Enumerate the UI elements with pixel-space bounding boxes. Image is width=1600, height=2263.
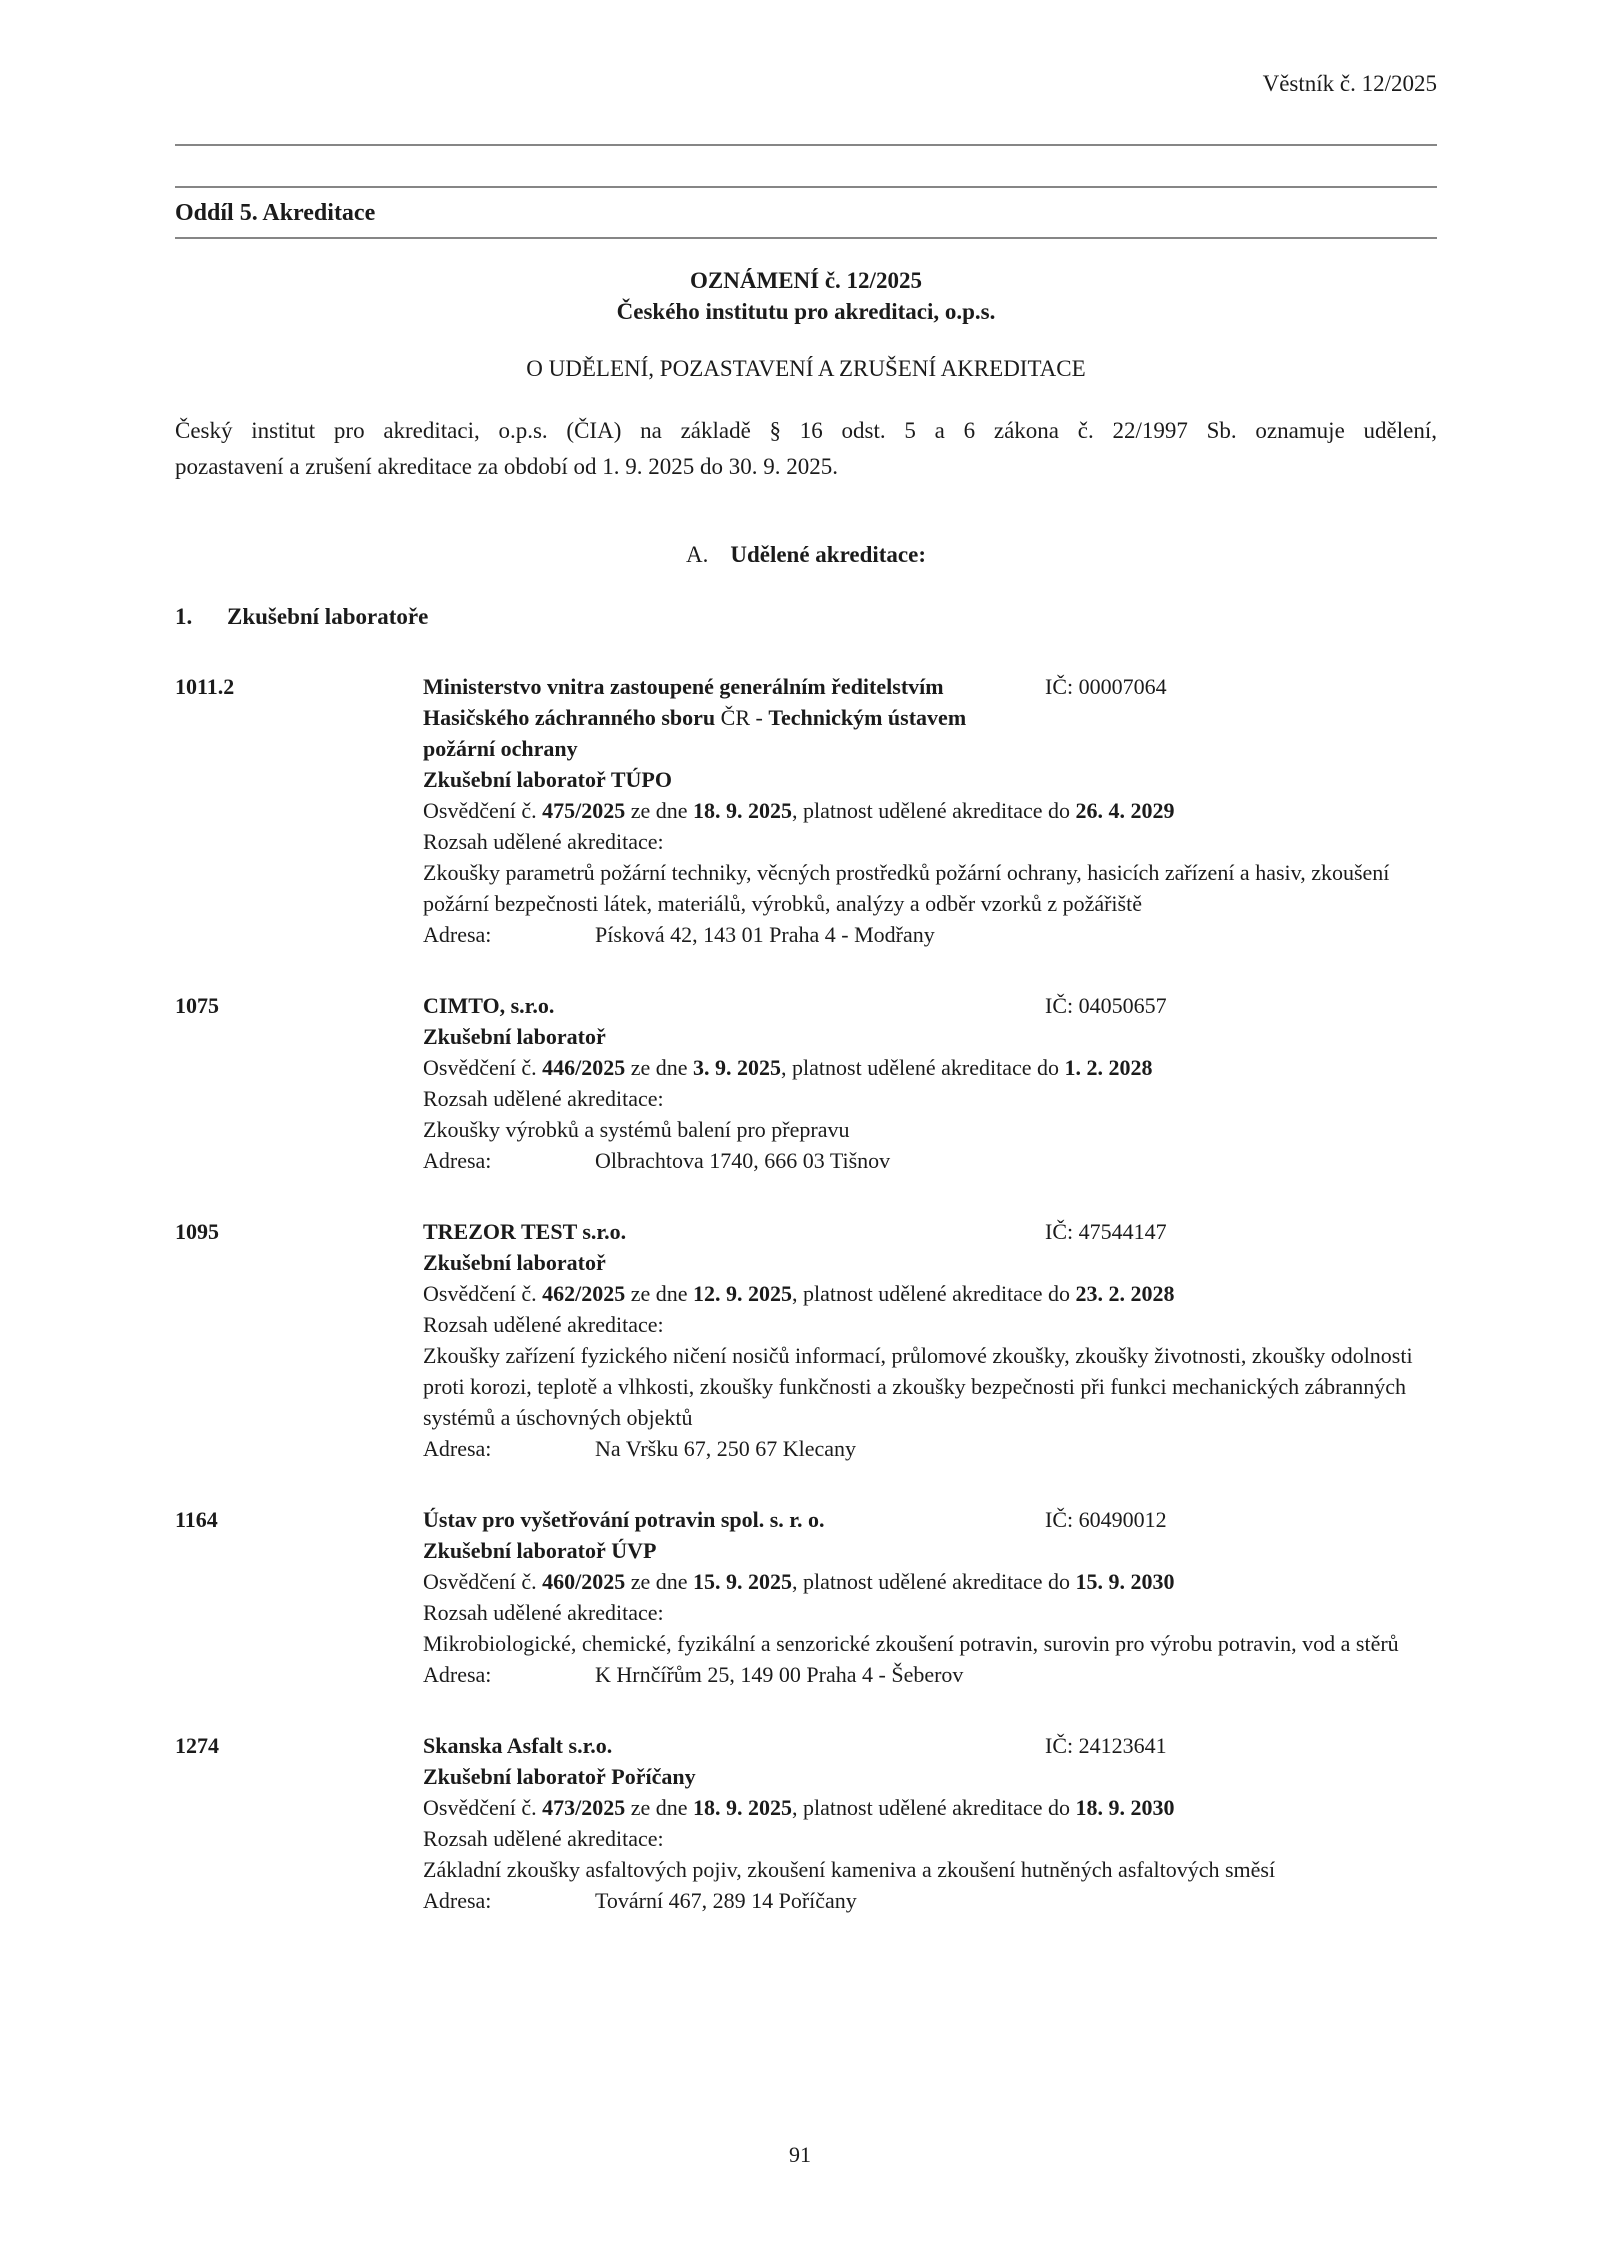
intro-line-2: pozastavení a zrušení akreditace za období od 1. 9. 2025 do 30. 9. 2025. xyxy=(175,454,838,479)
page-content xyxy=(175,0,1437,1916)
entry-address-value: Na Vršku 67, 250 67 Klecany xyxy=(595,1436,857,1461)
entry-lab-name: Zkušební laboratoř xyxy=(423,1250,606,1275)
section-title: Oddíl 5. Akreditace xyxy=(175,200,376,226)
entry-address-value: Písková 42, 143 01 Praha 4 - Modřany xyxy=(595,922,935,947)
entry-certificate-line: Osvědčení č. 446/2025 ze dne 3. 9. 2025, platnost udělené akreditace do 1. 2. 2028 xyxy=(423,1055,1153,1080)
entry-certificate-line: Osvědčení č. 475/2025 ze dne 18. 9. 2025, platnost udělené akreditace do 26. 4. 2029 xyxy=(423,798,1175,823)
entry-lab-name: Zkušební laboratoř ÚVP xyxy=(423,1538,657,1563)
notice-subtitle: O UDĚLENÍ, POZASTAVENÍ A ZRUŠENÍ AKREDITACE xyxy=(526,356,1086,381)
entry-scope-label: Rozsah udělené akreditace: xyxy=(423,1826,664,1851)
accreditation-entry xyxy=(175,990,1437,1176)
entry-ic: IČ: 04050657 xyxy=(1045,993,1167,1018)
subsection-heading xyxy=(175,603,1437,631)
entry-name-line: Ústav pro vyšetřování potravin spol. s. r. o. xyxy=(423,1507,825,1532)
entry-name-line: Skanska Asfalt s.r.o. xyxy=(423,1733,613,1758)
subsection-label: Zkušební laboratoře xyxy=(227,604,429,629)
notice-title-block xyxy=(175,265,1437,327)
entry-scope-text: Zkoušky zařízení fyzického ničení nosičů informací, průlomové zkoušky, zkoušky životnosti, zkoušky odolnosti proti korozi, teplotě a vlhkosti, zkoušky funkčnosti a zkoušky bezpečnosti při funkci mechanických zábranných systémů a úschovných objektů xyxy=(423,1343,1413,1430)
accreditation-entry xyxy=(175,671,1437,950)
entry-lab-name: Zkušební laboratoř Poříčany xyxy=(423,1764,696,1789)
entry-number: 1274 xyxy=(175,1733,219,1758)
entry-address-label: Adresa: xyxy=(423,1888,492,1913)
section-rule-top xyxy=(175,186,1437,188)
entry-address-row xyxy=(423,1145,1437,1176)
entry-scope-label: Rozsah udělené akreditace: xyxy=(423,1086,664,1111)
entry-ic: IČ: 00007064 xyxy=(1045,674,1167,699)
section-a-letter: A. xyxy=(685,542,709,567)
entry-ic: IČ: 60490012 xyxy=(1045,1507,1167,1532)
accreditation-entry xyxy=(175,1730,1437,1916)
entry-body xyxy=(423,1730,1437,1916)
entry-number: 1095 xyxy=(175,1219,219,1244)
entry-scope-label: Rozsah udělené akreditace: xyxy=(423,1312,664,1337)
subsection-number: 1. xyxy=(175,604,193,629)
entry-address-label: Adresa: xyxy=(423,922,492,947)
entry-address-row xyxy=(423,1433,1437,1464)
entry-scope-text: Mikrobiologické, chemické, fyzikální a senzorické zkoušení potravin, surovin pro výrobu potravin, vod a stěrů xyxy=(423,1631,1399,1656)
entry-body xyxy=(423,671,1437,950)
accreditation-entry xyxy=(175,1216,1437,1464)
entry-address-value: Olbrachtova 1740, 666 03 Tišnov xyxy=(595,1148,891,1173)
intro-paragraph xyxy=(175,413,1437,485)
entry-number: 1164 xyxy=(175,1507,218,1532)
entry-address-value: K Hrnčířům 25, 149 00 Praha 4 - Šeberov xyxy=(595,1662,964,1687)
entry-address-label: Adresa: xyxy=(423,1662,492,1687)
entry-body xyxy=(423,1216,1437,1464)
entry-name-line: požární ochrany xyxy=(423,736,578,761)
entry-body xyxy=(423,990,1437,1176)
entry-address-row xyxy=(423,1885,1437,1916)
entry-scope-label: Rozsah udělené akreditace: xyxy=(423,1600,664,1625)
header-rule xyxy=(175,144,1437,146)
entry-certificate-line: Osvědčení č. 462/2025 ze dne 12. 9. 2025, platnost udělené akreditace do 23. 2. 2028 xyxy=(423,1281,1175,1306)
accreditation-entry xyxy=(175,1504,1437,1690)
entry-lab-name: Zkušební laboratoř TÚPO xyxy=(423,767,672,792)
entry-body xyxy=(423,1504,1437,1690)
entry-address-label: Adresa: xyxy=(423,1148,492,1173)
page-header: Věstník č. 12/2025 xyxy=(1262,71,1437,96)
section-a-label: Udělené akreditace: xyxy=(730,542,927,567)
entry-scope-text: Zkoušky parametrů požární techniky, věcných prostředků požární ochrany, hasicích zařízení a hasiv, zkoušení požární bezpečnosti látek, materiálů, výrobků, analýzy a odběr vzorků z požářiště xyxy=(423,860,1390,916)
entry-name-line: TREZOR TEST s.r.o. xyxy=(423,1219,627,1244)
section-rule-bottom xyxy=(175,237,1437,239)
notice-title: OZNÁMENÍ č. 12/2025 xyxy=(690,268,922,293)
entry-lab-name: Zkušební laboratoř xyxy=(423,1024,606,1049)
entry-ic: IČ: 24123641 xyxy=(1045,1733,1167,1758)
entry-address-value: Tovární 467, 289 14 Poříčany xyxy=(595,1888,857,1913)
entry-scope-label: Rozsah udělené akreditace: xyxy=(423,829,664,854)
entry-scope-text: Zkoušky výrobků a systémů balení pro přepravu xyxy=(423,1117,850,1142)
entry-name-line: CIMTO, s.r.o. xyxy=(423,993,555,1018)
intro-line-1: Český institut pro akreditaci, o.p.s. (ČIA) na základě § 16 odst. 5 a 6 zákona č. 22/1997 Sb. oznamuje udělení, xyxy=(175,418,1437,443)
notice-organization: Českého institutu pro akreditaci, o.p.s. xyxy=(616,299,996,324)
entry-number: 1011.2 xyxy=(175,674,235,699)
page-number: 91 xyxy=(789,2142,811,2167)
entry-ic: IČ: 47544147 xyxy=(1045,1219,1167,1244)
entry-name-line: Hasičského záchranného sboru ČR - Technickým ústavem xyxy=(423,705,967,730)
entry-scope-text: Základní zkoušky asfaltových pojiv, zkoušení kameniva a zkoušení hutněných asfaltových směsí xyxy=(423,1857,1276,1882)
entry-name-line: Ministerstvo vnitra zastoupené generálním ředitelstvím xyxy=(423,674,944,699)
section-a-heading xyxy=(175,541,1437,569)
entry-number: 1075 xyxy=(175,993,219,1018)
entry-address-row xyxy=(423,1659,1437,1690)
entry-certificate-line: Osvědčení č. 473/2025 ze dne 18. 9. 2025, platnost udělené akreditace do 18. 9. 2030 xyxy=(423,1795,1175,1820)
entry-certificate-line: Osvědčení č. 460/2025 ze dne 15. 9. 2025, platnost udělené akreditace do 15. 9. 2030 xyxy=(423,1569,1175,1594)
entry-address-row xyxy=(423,919,1437,950)
entry-address-label: Adresa: xyxy=(423,1436,492,1461)
